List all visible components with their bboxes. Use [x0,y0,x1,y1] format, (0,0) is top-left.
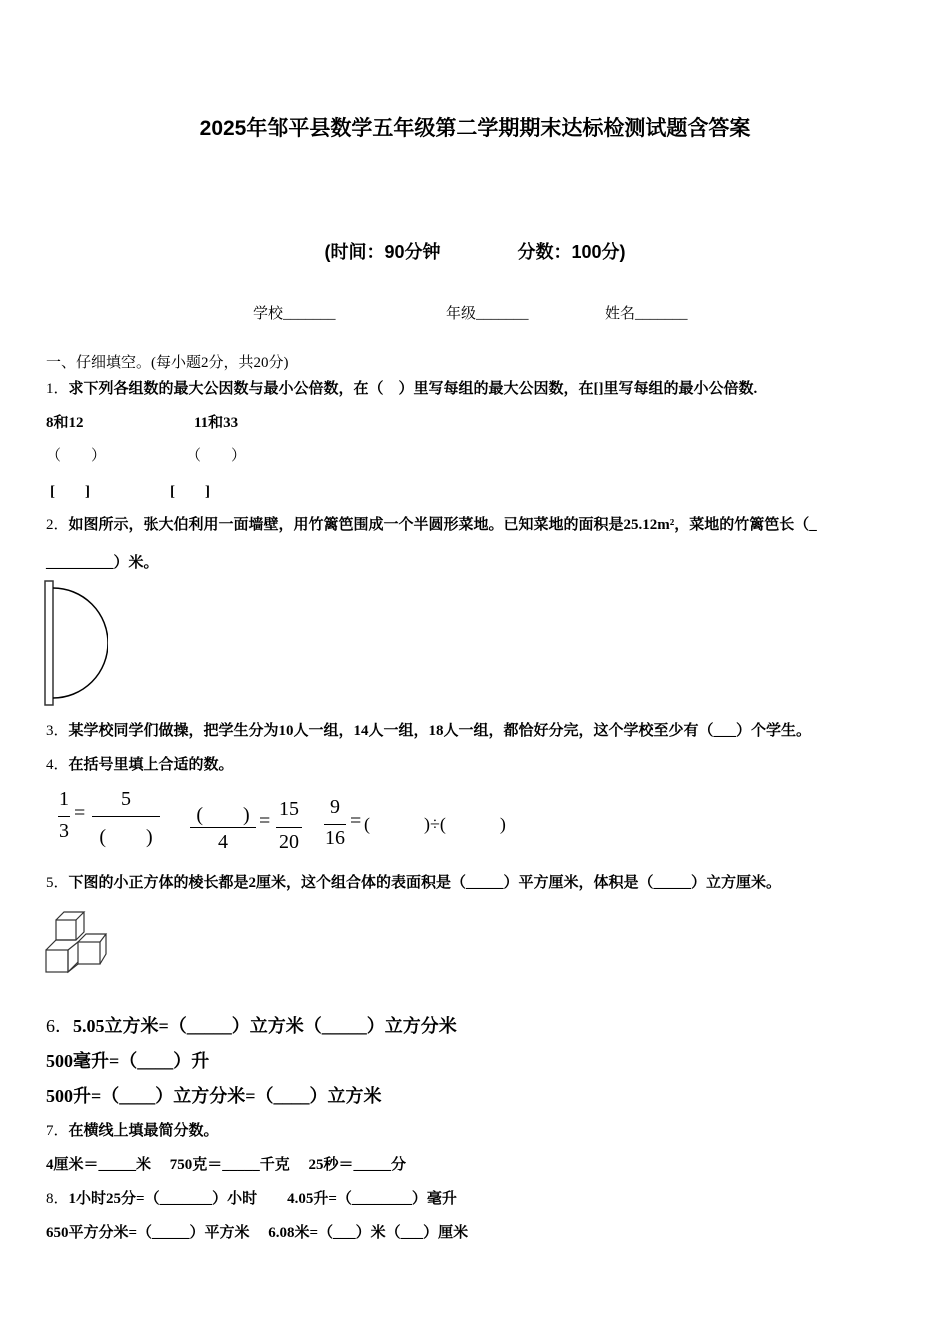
fraction-blank: ( ) [99,826,153,848]
question-number: 1． [46,381,69,397]
q1-pair-1: 8和12 [46,415,84,431]
question-text: 在横线上填最简分数。 [68,1123,219,1139]
question-7-line-1: 4厘米＝_____米 750克＝_____千克 25秒＝_____分 [46,1157,407,1173]
fraction-blank: ( ) [196,804,250,826]
total-score: 分数：100分) [517,242,626,262]
equals-sign: = [259,810,271,832]
question-text: 某学校同学们做操，把学生分为10人一组，14人一组，18人一组，都恰好分完，这个学校至少有（___）个学生。 [68,723,812,739]
question-2 [46,513,817,534]
equals-sign: = [350,810,362,832]
equals-sign: = [74,802,86,824]
question-text: 在括号里填上合适的数。 [68,757,234,773]
fraction-numerator: 15 [279,798,299,820]
fraction-denominator: 3 [59,820,69,842]
fraction-numerator: 9 [330,796,340,818]
fraction-numerator: 5 [121,788,131,810]
q1-gcd-blank-1: （ ） [46,448,107,464]
question-8-line-2: 650平方分米=（_____）平方米 6.08米=（___）米（___）厘米 [46,1225,469,1241]
question-number: 4． [46,757,69,773]
question-7 [46,1119,219,1140]
question-5 [46,871,781,892]
time-limit: (时间：90分钟 [324,242,441,262]
question-3 [46,719,811,740]
name-field: 姓名_______ [605,306,688,322]
question-number: 6． [46,1016,73,1036]
page-title: 2025年邹平县数学五年级第二学期期末达标检测试题含答案 [199,117,751,140]
q1-lcm-blank-2: [ ] [170,484,210,500]
semicircle-figure [44,580,108,708]
fraction-denominator: 4 [218,831,228,853]
grade-field: 年级_______ [446,306,529,322]
fraction-denominator: 16 [325,827,345,849]
question-6-line-2: 500毫升=（____）升 [46,1051,210,1071]
fraction-denominator: 20 [279,831,299,853]
question-number: 8． [46,1191,69,1207]
question-6 [46,1012,457,1038]
question-4 [46,753,234,774]
question-number: 2． [46,517,69,533]
q1-pair-2: 11和33 [194,415,239,431]
question-2-cont: _________）米。 [46,555,159,571]
cube-figure [44,910,112,976]
question-text: 如图所示，张大伯利用一面墙壁，用竹篱笆围成一个半圆形菜地。已知菜地的面积是25.12m²，菜地的竹篱笆长（_ [68,517,817,533]
q4-fractions [56,788,506,858]
question-number: 5． [46,875,69,891]
question-text: 1小时25分=（_______）小时 4.05升=（________）毫升 [68,1191,457,1207]
school-field: 学校_______ [253,306,336,322]
division-blank: ( )÷( ) [364,814,506,834]
section-heading: 一、仔细填空。(每小题2分，共20分) [46,355,289,371]
question-number: 7． [46,1123,69,1139]
question-number: 3． [46,723,69,739]
question-8 [46,1187,457,1208]
question-1 [46,377,757,398]
q1-lcm-blank-1: [ ] [50,484,90,500]
exam-meta [0,238,950,264]
question-text: 下图的小正方体的棱长都是2厘米，这个组合体的表面积是（_____）平方厘米，体积是（_____）立方厘米。 [68,875,782,891]
question-text: 5.05立方米=（_____）立方米（_____）立方分米 [73,1016,457,1036]
question-text: 求下列各组数的最大公因数与最小公倍数，在（ ）里写每组的最大公因数，在[]里写每组的最小公倍数. [68,381,758,397]
question-6-line-3: 500升=（____）立方分米=（____）立方米 [46,1086,382,1106]
q1-gcd-blank-2: （ ） [186,448,247,464]
fraction-numerator: 1 [59,788,69,810]
